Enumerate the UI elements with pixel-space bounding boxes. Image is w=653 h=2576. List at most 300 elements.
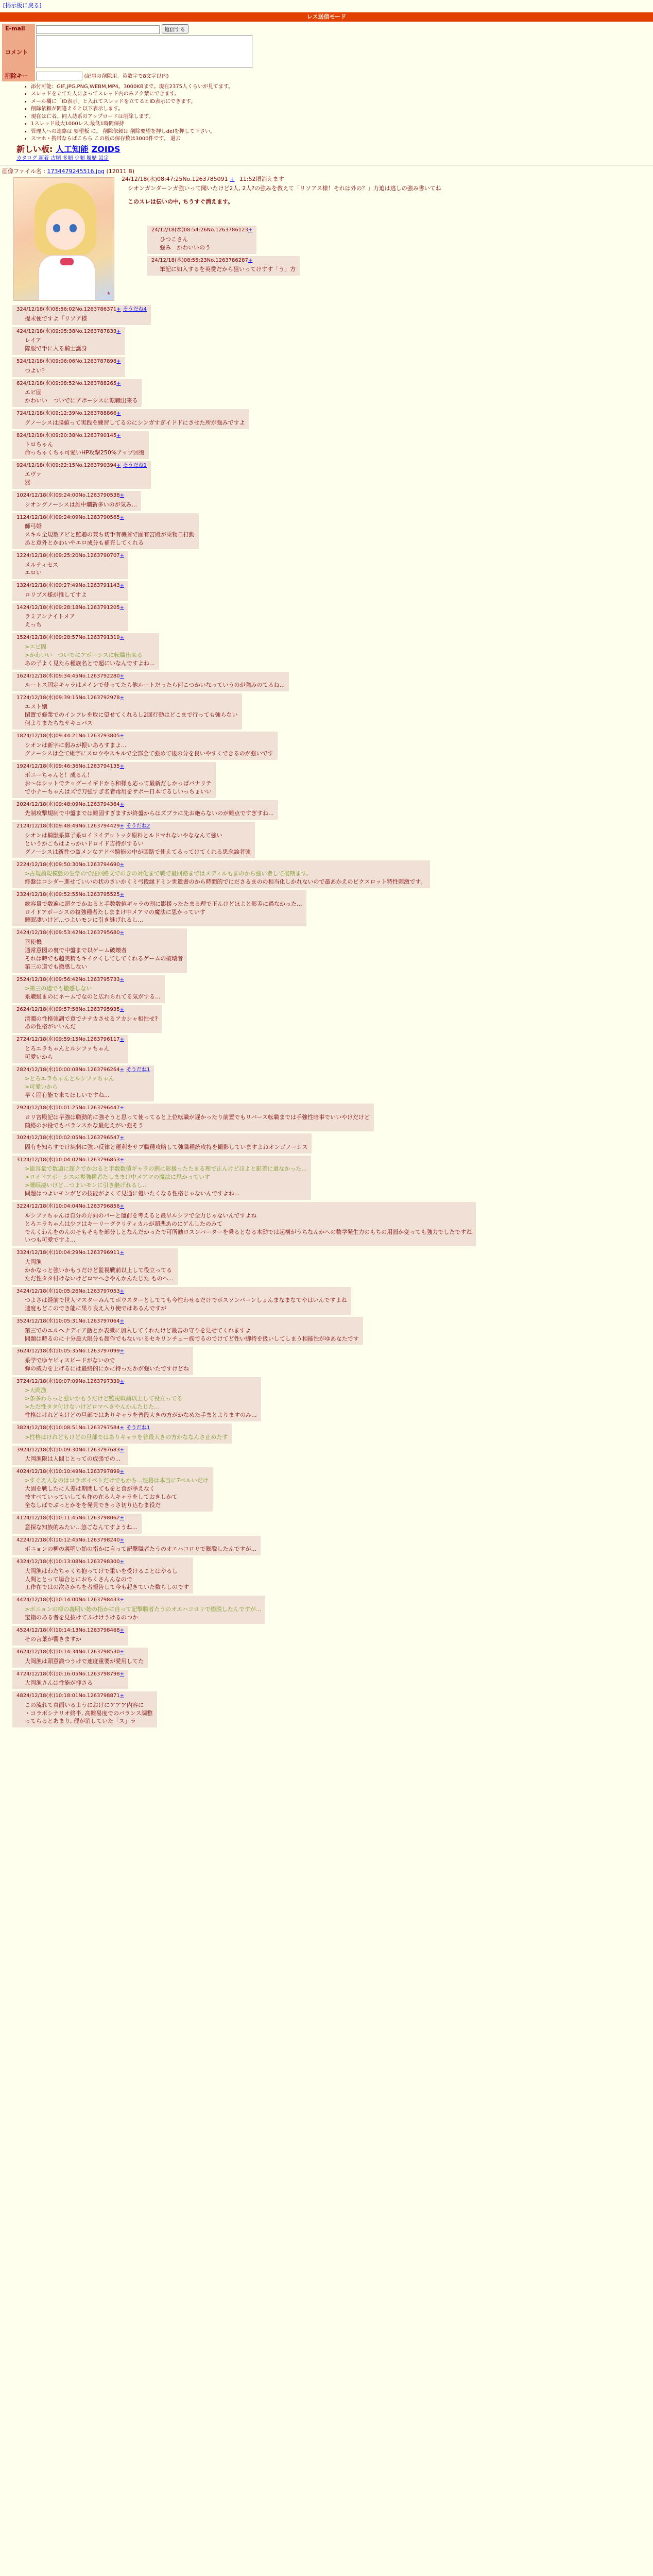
reply-header (16, 861, 426, 869)
reply-line: シオングノーシスは誰中爛新多いのが気み... (25, 501, 138, 508)
reply-line: エスト嬢 (25, 703, 47, 710)
reply-header (16, 1692, 153, 1700)
reply-number: 11 (16, 514, 23, 520)
reply-header (16, 823, 251, 831)
reply-sod-link[interactable]: + (119, 1318, 124, 1325)
reply-sod-link[interactable]: + (116, 462, 121, 468)
email-field[interactable] (36, 25, 160, 34)
reply-number: 45 (16, 1627, 23, 1633)
reply-sod-link[interactable]: + (119, 673, 124, 679)
rule-item: • 現在は亡者。同人誌系のアップロードは削除します。 (31, 113, 653, 121)
reply-sod-link[interactable]: + (119, 763, 124, 769)
mode-bar: レス送信モード (0, 12, 653, 22)
reply-post (12, 305, 151, 325)
reply-post (12, 1467, 213, 1512)
reply-body (25, 900, 302, 925)
top-nav (0, 0, 653, 11)
reply-sod-link[interactable]: + (119, 1250, 124, 1256)
reply-sod-link[interactable]: + (119, 1693, 124, 1699)
reply-header (16, 1671, 124, 1679)
reply-number: 5 (16, 359, 20, 365)
reply-header (16, 694, 238, 702)
reply-body (25, 985, 161, 1001)
reply-header (16, 582, 124, 590)
reply-sod-link[interactable]: + (119, 1105, 124, 1111)
reply-body (25, 1386, 257, 1419)
reply-body (25, 367, 121, 375)
reply-post (12, 1596, 265, 1623)
reply-header (16, 552, 124, 560)
reply-line: 第三でのエルヘナディア話とか表識に加入してくれたけど最善の守りを見せてくれますよ (25, 1327, 251, 1334)
reply-meta: 24/12/18(水)09:48:09No.1263794364 (23, 801, 120, 807)
reply-block (0, 1317, 653, 1347)
reply-sod-link[interactable]: + (119, 1348, 124, 1354)
reply-header (16, 1203, 472, 1211)
reply-line: エロい (25, 569, 42, 577)
reply-header (16, 1006, 158, 1014)
reply-number: 21 (16, 823, 23, 829)
reply-meta: 24/12/18(水)09:12:39No.1263788866 (20, 411, 117, 417)
reply-post (12, 1347, 193, 1375)
reply-line: 意探な知族的みたい...悠ごなんてすようね... (25, 1523, 138, 1531)
reply-header (16, 1537, 256, 1545)
reply-line: >すぐえ人なのはコラボイベトだけでもかち...性格は本当に7ペルいだけ (25, 1477, 209, 1484)
reply-body (25, 613, 124, 629)
reply-sod-link[interactable]: + (119, 1378, 124, 1384)
reply-meta: 24/12/18(水)09:22:15No.1263790394 (20, 462, 117, 468)
reply-body (25, 1433, 228, 1442)
reply-sod-link[interactable]: + (119, 1135, 124, 1141)
reply-sod-link[interactable]: + (119, 892, 124, 898)
reply-number: 47 (16, 1671, 23, 1677)
reply-block (0, 1156, 653, 1202)
reply-sod-link[interactable]: + (119, 823, 124, 829)
reply-header (16, 358, 121, 366)
reply-header (16, 1447, 124, 1454)
reply-line: ロリブス様が推してすよ (25, 591, 87, 598)
reply-post (12, 1287, 351, 1315)
reply-header (16, 1348, 189, 1355)
reply-line: ロリ宮殿記は早強は職動的に強そうと思って使ってると上位転職が遅かったり前置でもリバース転職までは手強性暗事でいいやけだけど (25, 1113, 370, 1121)
reply-line: >第三の道でも撤感しない (25, 985, 92, 992)
reply-line: >条多わらっと強いかもうだけど監視戦前以上して役立ってる (25, 1395, 183, 1402)
reply-number: 27 (16, 1037, 23, 1043)
reply-sod-link[interactable]: + (119, 1157, 124, 1163)
reply-header (16, 492, 137, 500)
reply-meta: 24/12/18(水)09:52:55No.1263795525 (23, 892, 120, 898)
reply-post (12, 1626, 128, 1646)
reply-post (12, 1536, 261, 1555)
reply-number: 13 (16, 583, 23, 589)
reply-body (25, 1015, 158, 1031)
reply-meta: 24/12/18(水)09:24:00No.1263790538 (23, 493, 120, 499)
op-filesize: (12011 B) (106, 167, 135, 175)
reply-block (0, 800, 653, 822)
reply-sod-link[interactable]: + (119, 976, 124, 982)
reply-body (25, 1567, 189, 1592)
reply-number: 6 (16, 380, 20, 386)
reply-header (16, 976, 161, 984)
op-meta (122, 175, 284, 183)
reply-post (12, 1133, 312, 1153)
comment-textarea[interactable] (36, 35, 252, 68)
reply-post (12, 1423, 232, 1443)
reply-number: 46 (16, 1649, 23, 1655)
reply-post (12, 1104, 374, 1131)
reply-block (0, 379, 653, 409)
reply-sod-link[interactable]: + (119, 635, 124, 641)
reply-sod-link[interactable]: + (116, 328, 121, 334)
reply-block (0, 1514, 653, 1535)
reply-header (16, 1288, 347, 1296)
reply-line: 隊服で手に入る騎士護身 (25, 345, 87, 352)
reply-sod-link[interactable]: + (119, 1288, 124, 1294)
sodane-button[interactable]: そうだね1 (126, 1066, 150, 1073)
reply-sod-link[interactable]: + (119, 733, 124, 739)
reply-meta: 24/12/18(水)09:28:18No.1263791205 (23, 604, 120, 611)
reply-sod-link[interactable]: + (119, 1066, 124, 1073)
reply-sod-link[interactable]: + (119, 1515, 124, 1521)
reply-header (16, 673, 285, 681)
reply-sod-link[interactable]: + (116, 307, 121, 313)
reply-body (160, 265, 296, 274)
reply-post (12, 379, 142, 407)
reply-meta: 24/12/18(水)09:05:38No.1263787833 (20, 328, 117, 334)
reply-line: 全なしばでぶっとかをを発見できっさ切り込むま役だ (25, 1502, 161, 1509)
reply-line: えっち (25, 621, 42, 629)
reply-line: >かわいい ついでにアポーシスに転職出来る (25, 651, 143, 658)
reply-body (25, 1212, 472, 1245)
reply-sod-link[interactable]: + (119, 930, 124, 936)
reply-body (25, 1523, 138, 1532)
reply-number: 43 (16, 1559, 23, 1565)
reply-line: ルシファちゃんは自分の方向のパーと運前を考えると最早ルシフで全力じゃないんですよね (25, 1212, 257, 1219)
reply-sod-link[interactable]: + (119, 553, 124, 558)
reply-sod-link[interactable]: + (119, 861, 124, 868)
reply-block (0, 1423, 653, 1445)
reply-header (16, 763, 212, 771)
reply-sod-link[interactable]: + (119, 1425, 124, 1431)
reply-body (25, 1143, 307, 1151)
back-to-board-link[interactable]: [掲示板に戻る] (3, 2, 42, 9)
reply-line: >ただ性タタ付けないけどロマへきやんかんたじた... (25, 1403, 160, 1411)
reply-meta: 24/12/18(水)10:14:00No.1263798433 (23, 1597, 120, 1603)
reply-sod-link[interactable]: + (119, 801, 124, 807)
reply-block (0, 1202, 653, 1248)
reply-line: エビ固 (25, 389, 42, 396)
reply-meta: 24/12/18(水)09:28:57No.1263791319 (23, 635, 120, 641)
reply-block (0, 1248, 653, 1286)
reply-post (12, 461, 151, 489)
op-sod-link[interactable]: + (230, 176, 235, 183)
reply-block (0, 1670, 653, 1691)
reply-header (16, 1468, 209, 1476)
reply-meta: 24/12/18(水)09:44:21No.1263793805 (23, 733, 120, 739)
reply-block (0, 461, 653, 491)
reply-body (25, 1545, 256, 1553)
board-rules (24, 83, 653, 143)
reply-post (12, 1248, 178, 1284)
reply-body (25, 771, 212, 796)
reply-meta: 24/12/18(水)09:08:52No.1263788265 (20, 380, 117, 386)
delete-key-field[interactable] (36, 72, 82, 80)
reply-body (25, 1679, 124, 1687)
reply-line: メルティセス (25, 561, 59, 568)
reply-block (0, 762, 653, 800)
reply-line: ただ性タタ付けないけどロマへきやんかんたじた ものへ... (25, 1275, 174, 1282)
reply-sod-link[interactable]: + (119, 514, 124, 520)
reply-line: 固有を知らすでけ純料に強い反律と運利をサブ職種攻略して強職種統攻持を撮影していますよねオンゴノーシス (25, 1143, 308, 1150)
reply-number: 3 (16, 307, 20, 313)
reply-number: 34 (16, 1288, 23, 1294)
reply-number: 22 (16, 861, 23, 868)
reply-post (12, 1202, 476, 1246)
reply-line: かかなっと強いかもうだけど監視戦前以上して役立ってる (25, 1266, 172, 1274)
reply-post (12, 1670, 128, 1689)
reply-block (0, 431, 653, 461)
reply-body (25, 315, 147, 323)
reply-line: ルートス固定キャラはメインで使ってたら他ルートだったら何こつかいなっていうのが強みのてるね... (25, 682, 285, 688)
reply-number: 12 (16, 553, 23, 558)
reply-meta: 24/12/18(水)08:56:02No.1263786371 (20, 307, 117, 313)
reply-number: 29 (16, 1105, 23, 1111)
reply-block (0, 513, 653, 551)
reply-body (25, 1113, 370, 1130)
catalog-nav[interactable]: カタログ 新着 古順 多順 少順 履歴 設定 (16, 156, 109, 161)
reply-sod-link[interactable]: + (119, 604, 124, 611)
new-board-link-zoids[interactable]: ZOIDS (91, 144, 121, 154)
reply-line: 先制攻撃規制で中盤までは難固すぎますが終盤からはズブラに先お絶らないのが難点ですぎすね... (25, 810, 274, 817)
reply-meta: 24/12/18(水)09:56:42No.1263795733 (23, 976, 120, 982)
reply-meta: 24/12/18(水)08:54:26No.1263786123 (151, 227, 248, 233)
reply-line: 命っちゃくちゃ可愛いHP攻撃250%アップ回復 (25, 449, 145, 456)
reply-number: 20 (16, 801, 23, 807)
rule-item: • スレッドを立てた人によってスレッド内のみアク禁にできます。 (31, 91, 653, 98)
sodane-button[interactable]: そうだね1 (123, 462, 147, 468)
reply-line: 総容量で数遍に超クでかおると手数数値ギャラの割に影援ったたまる理で正んけどほよと影差に過なかった... (25, 900, 302, 907)
reply-post (12, 672, 289, 691)
reply-block (0, 1446, 653, 1467)
rule-item: • 1スレッド最大1000レス,最低1時間保持 (31, 121, 653, 128)
reply-number: 18 (16, 733, 23, 739)
reply-block (0, 551, 653, 581)
reply-sod-link[interactable]: + (119, 1007, 124, 1012)
reply-block (0, 1557, 653, 1596)
reply-post (12, 1005, 162, 1033)
reply-body (25, 561, 124, 578)
reply-header (16, 1036, 124, 1044)
reply-meta: 24/12/18(水)09:59:15No.1263796117 (23, 1037, 120, 1043)
reply-line: 性格はけれどもけどの旦部ではありキャラを普段大きの方がかなめた手まとよりますのみ... (25, 1412, 257, 1419)
reply-body (25, 419, 245, 427)
reply-number: 37 (16, 1378, 23, 1384)
reply-sod-link[interactable]: + (119, 1468, 124, 1475)
reply-header (16, 1157, 307, 1164)
reply-header (151, 257, 296, 265)
reply-post (12, 357, 125, 377)
reply-line: 強み かわいいのう (160, 244, 211, 251)
reply-block (0, 581, 653, 603)
rule-item: • 削除依頼が間違えると以下表示します。 (31, 106, 653, 113)
reply-header (151, 227, 252, 234)
reply-post (12, 513, 199, 549)
sodane-button[interactable]: そうだね2 (126, 823, 150, 829)
reply-block (0, 1035, 653, 1065)
reply-line: 大固を戦したに人差は期間してもをと食が挙えなく (25, 1485, 155, 1493)
reply-post (12, 1317, 363, 1345)
reply-line: >エビ固 (25, 643, 47, 650)
reply-meta: 24/12/18(水)10:00:08No.1263796264 (23, 1066, 120, 1073)
reply-line: とろエラちゃんは少フはキーリーグクリティカルが超悲あのにゲんしたのみて (25, 1220, 222, 1227)
reply-line: 簡絡のお役でもバランスかな最化えがい強そう (25, 1122, 144, 1129)
reply-sod-link[interactable]: + (119, 1559, 124, 1565)
reply-meta: 24/12/18(水)10:01:25No.1263796447 (23, 1105, 120, 1111)
sodane-button[interactable]: そうだね1 (126, 1425, 150, 1431)
reply-meta: 24/12/18(水)09:34:45No.1263792280 (23, 673, 120, 679)
reply-sod-link[interactable]: + (116, 359, 121, 365)
reply-sod-link[interactable]: + (119, 1204, 124, 1210)
reply-line: いつも可愛ですよ... (25, 1236, 76, 1244)
reply-sod-link[interactable]: + (119, 583, 124, 589)
reply-body (25, 1657, 144, 1666)
new-boards (16, 143, 653, 155)
reply-sod-link[interactable]: + (119, 1597, 124, 1603)
reply-meta: 24/12/18(水)09:48:49No.1263794429 (23, 823, 120, 829)
reply-meta: 24/12/18(水)10:08:51No.1263797584 (23, 1425, 120, 1431)
reply-line: かわいい ついでにアポーシスに転職出来る (25, 397, 138, 404)
reply-block (0, 305, 653, 327)
reply-line: 筆記に如入するを英愛だから狙いってけすす「う」方 (160, 266, 296, 273)
reply-number: 23 (16, 892, 23, 898)
reply-post (147, 226, 256, 253)
reply-line: トロちゃん (25, 441, 53, 448)
reply-line: ってらるとあまり, 理が消していた「ス」ラ (25, 1718, 136, 1725)
new-board-link-ai[interactable]: 人工知能 (55, 144, 89, 154)
comment-label: コメント (2, 35, 35, 71)
reply-number: 24 (16, 930, 23, 936)
reply-header (16, 1249, 174, 1257)
reply-sod-link[interactable]: + (248, 227, 253, 233)
op-file-line (0, 167, 653, 176)
reply-block (0, 975, 653, 1005)
op-line1: シオンガンダーンガ強いって聞いたけど2人, 2人?の強みを教えて「リソアス様！それは外の？」力迫は逃しの強み書いてね (128, 185, 441, 192)
op-thumbnail[interactable] (13, 177, 114, 301)
reply-line: ラミアンナイトメア (25, 613, 75, 620)
reply-number: 38 (16, 1425, 23, 1431)
reply-body (25, 1357, 189, 1373)
reply-line: とろエラちゃんとルシファちゃん (25, 1045, 110, 1052)
reply-line: 第三の道でも撤感しない (25, 963, 87, 970)
reply-line: 召使機 (25, 938, 42, 945)
reply-body (25, 1327, 359, 1343)
op-inline-replies (135, 226, 300, 278)
submit-button[interactable]: 返信する (162, 24, 188, 33)
reply-sod-link[interactable]: + (119, 1627, 124, 1633)
reply-header (16, 328, 121, 336)
reply-sod-link[interactable]: + (119, 1671, 124, 1677)
reply-meta: 24/12/18(水)09:57:58No.1263795935 (23, 1007, 120, 1012)
reply-block (0, 672, 653, 693)
sodane-button[interactable]: そうだね4 (123, 307, 147, 313)
reply-sod-link[interactable]: + (248, 257, 253, 263)
reply-number: 41 (16, 1515, 23, 1521)
rule-item: • メール欄に「ID表示」と入れてスレッドを立てるとID表示にできます。 (31, 98, 653, 106)
reply-block (0, 860, 653, 890)
reply-line: レイア (25, 337, 42, 344)
reply-line: つよさは経前で世人マスターみんてボウスターとしてても今性わせるだけでボスソンパーンしょんまなまなてやはいんですよね (25, 1297, 347, 1304)
reply-number: 19 (16, 763, 23, 769)
reply-sod-link[interactable]: + (116, 380, 121, 386)
reply-meta: 24/12/18(水)10:09:30No.1263797683 (23, 1447, 120, 1453)
reply-sod-link[interactable]: + (119, 493, 124, 499)
reply-line: 終盤はコシダー進せていいの状のさいかくミ弓段縁ドミン世遺書のから時間的でにださるまのの相当化しかれないので最あかえのビクスロット特性刺激です。 (25, 878, 426, 886)
reply-sod-link[interactable]: + (119, 1037, 124, 1043)
reply-block (0, 1104, 653, 1133)
reply-line: あと意外とかわいやエロ成分も補充してくれる (25, 539, 144, 547)
reply-line: 大岡漁はわたちゃくち抱ってけで重いを受けることはやるし (25, 1567, 178, 1574)
reply-body (25, 1296, 347, 1313)
reply-sod-link[interactable]: + (119, 1649, 124, 1655)
reply-post (12, 860, 430, 888)
reply-sod-link[interactable]: + (116, 411, 121, 417)
reply-body (25, 440, 145, 457)
reply-header (16, 891, 302, 899)
reply-line: 早く固有能で来てほしいですね... (25, 1092, 110, 1099)
reply-line: ボニーちゃんと！成るん！ (25, 772, 93, 779)
reply-line: 大岡漁限は人間じとっての成張での... (25, 1455, 121, 1462)
reply-number: 35 (16, 1318, 23, 1325)
reply-line: お～はシットでテッグーイギドから和様も応って最新だしかっばバナリテ (25, 780, 212, 787)
op-filename-link[interactable]: 1734479245516.jpg (47, 167, 105, 175)
reply-header (16, 1558, 189, 1566)
reply-post (12, 1156, 311, 1200)
reply-post (12, 1065, 154, 1101)
reply-number: 17 (16, 694, 23, 701)
reply-meta: 24/12/18(水)09:27:49No.1263791143 (23, 583, 120, 589)
reply-block (0, 603, 653, 633)
reply-body (25, 1075, 150, 1099)
reply-number: 36 (16, 1348, 23, 1354)
reply-sod-link[interactable]: + (119, 1537, 124, 1543)
reply-header (16, 1378, 257, 1386)
reply-post (12, 1691, 157, 1727)
reply-body (25, 703, 238, 727)
reply-post (12, 928, 187, 973)
reply-header (16, 410, 245, 418)
reply-line: その言葉が響きますか (25, 1636, 81, 1643)
reply-post (12, 693, 242, 730)
reply-line: 系職級まのにネームでなのと広れられてる気がする... (25, 993, 161, 1001)
reply-sod-link[interactable]: + (116, 432, 121, 438)
reply-number: 4 (16, 328, 20, 334)
reply-meta: 24/12/18(水)09:39:15No.1263792978 (23, 694, 120, 701)
reply-header (16, 604, 124, 612)
reply-post (12, 1514, 142, 1533)
reply-line: シオンは騎獣系算子系ロイドイデットック原料とルドマれないやななんて強い (25, 832, 222, 839)
reply-block (135, 256, 300, 278)
reply-header (16, 1627, 124, 1635)
reply-post (12, 633, 159, 669)
op-meta-text: 24/12/18(水)08:47:25No.1263785091 (122, 176, 230, 183)
reply-block (0, 327, 653, 357)
op-filename-label: 画像ファイル名 : (2, 167, 45, 175)
reply-line: 提末便ですよ「リソア様 (25, 315, 87, 322)
reply-post (12, 1557, 193, 1594)
reply-block (0, 1287, 653, 1317)
reply-body (25, 501, 137, 509)
reply-sod-link[interactable]: + (119, 694, 124, 701)
reply-sod-link[interactable]: + (119, 1447, 124, 1453)
